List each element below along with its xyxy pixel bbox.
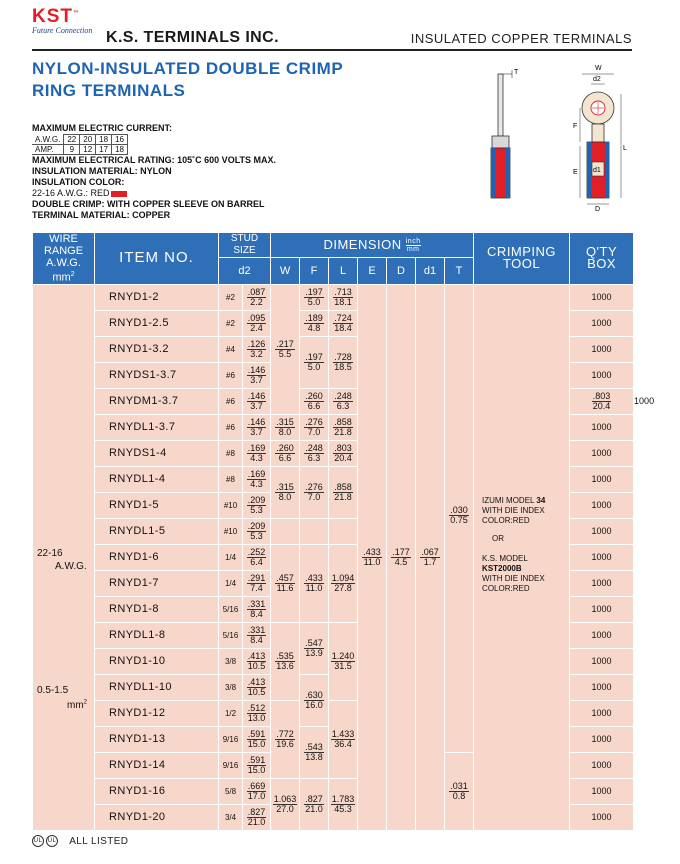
tool-line: WITH DIE INDEX — [482, 574, 545, 584]
w-value: $\frac{.315}{8.0}$ — [276, 416, 294, 437]
f-value-cell — [300, 414, 329, 440]
d2-label: d2 — [593, 76, 601, 83]
qty-value: 1000 — [570, 804, 634, 830]
listing-text: ALL LISTED — [69, 835, 129, 847]
d2-cell — [243, 388, 271, 414]
w-value: $\frac{.260}{6.6}$ — [305, 390, 323, 411]
item-no: RNYDS1-3.7 — [95, 362, 219, 388]
w-value: $\frac{.772}{19.6}$ — [276, 728, 294, 749]
l-value-cell — [329, 778, 358, 830]
w-value-cell — [271, 284, 300, 414]
d2-value: $\frac{.413}{10.5}$ — [247, 676, 266, 697]
title-line-2: RING TERMINALS — [32, 81, 186, 100]
qty-value: 1000 — [570, 674, 634, 700]
d2-value: $\frac{.126}{3.2}$ — [247, 338, 266, 359]
header-w: W — [271, 258, 300, 284]
max-current-label: MAXIMUM ELECTRIC CURRENT: — [32, 123, 172, 133]
w-value-cell — [271, 700, 300, 778]
d2-cell — [243, 544, 271, 570]
l-label: L — [623, 145, 627, 152]
rating-line: MAXIMUM ELECTRICAL RATING: 105˚C 600 VOLTS MAX. — [32, 155, 277, 165]
l-value-cell — [329, 544, 358, 622]
header-stud-size: STUD SIZE — [219, 233, 271, 258]
item-no: RNYD1-10 — [95, 648, 219, 674]
footer-listing — [32, 835, 128, 847]
header-l: L — [329, 258, 358, 284]
d2-value: $\frac{.095}{2.4}$ — [247, 312, 266, 333]
t-value: $\frac{.031}{0.8}$ — [450, 780, 468, 801]
amp-value: 17 — [96, 145, 112, 155]
item-no: RNYD1-6 — [95, 544, 219, 570]
e-value: $\frac{.433}{11.0}$ — [363, 546, 381, 567]
d-cell — [387, 284, 416, 830]
f-value: $\frac{.433}{11.0}$ — [305, 572, 323, 593]
amp-value: 18 — [112, 145, 128, 155]
d2-value: $\frac{.169}{4.3}$ — [247, 468, 266, 489]
l-value-cell — [329, 440, 358, 466]
qty-value: 1000 — [570, 414, 634, 440]
title-line-1: NYLON-INSULATED DOUBLE CRIMP — [32, 59, 344, 78]
qty-value: 1000 — [570, 362, 634, 388]
stud-size: #6 — [219, 362, 243, 388]
f-value: $\frac{.248}{6.3}$ — [334, 390, 352, 411]
item-no: RNYD1-16 — [95, 778, 219, 804]
d2-cell — [243, 570, 271, 596]
d2-cell — [243, 726, 271, 752]
item-no: RNYDL1-3.7 — [95, 414, 219, 440]
w-value-cell — [271, 518, 300, 544]
f-value: $\frac{.827}{21.0}$ — [305, 793, 323, 814]
l-value-cell — [329, 414, 358, 440]
wire-range-line: RANGE — [43, 245, 84, 257]
terminal-diagram — [476, 62, 636, 212]
item-no: RNYD1-3.2 — [95, 336, 219, 362]
amp-value: 12 — [80, 145, 96, 155]
terminal-table — [32, 232, 655, 831]
item-no: RNYDL1-5 — [95, 518, 219, 544]
item-no: RNYD1-12 — [95, 700, 219, 726]
w-value-cell — [271, 622, 300, 700]
item-no: RNYDS1-4 — [95, 440, 219, 466]
qty-value: 1000 — [570, 310, 634, 336]
kst-logo — [32, 6, 102, 35]
d2-cell — [243, 414, 271, 440]
stud-size: 1/2 — [219, 700, 243, 726]
d2-cell — [243, 284, 271, 310]
f-value: $\frac{.197}{5.0}$ — [305, 351, 323, 372]
stud-size: #2 — [219, 284, 243, 310]
t-value: $\frac{.030}{0.75}$ — [450, 504, 468, 525]
d2-value: $\frac{.291}{7.4}$ — [247, 572, 266, 593]
d2-value: $\frac{.146}{3.7}$ — [247, 364, 266, 385]
d1-cell — [416, 284, 445, 830]
wire-range-cell — [33, 284, 95, 830]
header-d2: d2 — [219, 258, 271, 284]
d2-cell — [243, 778, 271, 804]
f-value-cell — [300, 778, 329, 830]
page-title — [32, 58, 343, 102]
d2-cell — [243, 440, 271, 466]
d2-cell — [243, 752, 271, 778]
stud-size: 1/4 — [219, 570, 243, 596]
d2-value: $\frac{.413}{10.5}$ — [247, 650, 266, 671]
item-no: RNYD1-13 — [95, 726, 219, 752]
cul-mark-icon: UL — [46, 835, 58, 847]
item-no: RNYD1-5 — [95, 492, 219, 518]
d2-value: $\frac{.669}{17.0}$ — [247, 780, 266, 801]
stud-size: 9/16 — [219, 752, 243, 778]
wire-range-mm — [33, 269, 94, 284]
item-no: RNYD1-8 — [95, 596, 219, 622]
l-value: $\frac{.803}{20.4}$ — [334, 442, 352, 463]
qty-line: BOX — [587, 256, 617, 272]
w-value: $\frac{1.063}{27.0}$ — [273, 793, 297, 814]
d-label: D — [595, 206, 601, 212]
qty-value: 1000 — [570, 544, 634, 570]
stud-size: 3/8 — [219, 648, 243, 674]
d2-value: $\frac{.209}{5.3}$ — [247, 494, 266, 515]
header-wire-range — [33, 233, 95, 285]
stud-size: #8 — [219, 466, 243, 492]
l-value-cell — [329, 466, 358, 518]
w-value-cell — [271, 544, 300, 622]
qty-value: 1000 — [570, 518, 634, 544]
f-label: F — [573, 123, 578, 130]
table-row — [33, 284, 634, 310]
d2-value: $\frac{.331}{8.4}$ — [247, 624, 266, 645]
tool-line: COLOR:RED — [482, 516, 530, 526]
d2-cell — [243, 336, 271, 362]
f-value: $\frac{.547}{13.9}$ — [305, 637, 323, 658]
d2-cell — [243, 310, 271, 336]
header-item-no: ITEM NO. — [95, 233, 219, 285]
item-no: RNYD1-14 — [95, 752, 219, 778]
item-no: RNYDL1-10 — [95, 674, 219, 700]
color-entry-text: 22-16 A.W.G.: RED — [32, 188, 110, 198]
table-row: RNYDM1-3.7 #6 $\frac{.146}{3.7}$ $\frac{.260}{6.6}$ $\frac{.248}{6.3}$ $\frac{.803}{20.4}$ 1000 — [33, 388, 634, 414]
l-value: $\frac{.803}{20.4}$ — [592, 390, 611, 411]
f-value-cell — [300, 310, 329, 336]
front-view-drawing — [573, 65, 627, 212]
header-d: D — [387, 258, 416, 284]
f-value-cell — [300, 440, 329, 466]
d2-cell — [243, 700, 271, 726]
l-value-cell — [329, 622, 358, 700]
l-value-cell — [329, 284, 358, 310]
d-value: $\frac{.177}{4.5}$ — [392, 546, 410, 567]
w-value: $\frac{.315}{8.0}$ — [276, 481, 294, 502]
qty-value: 1000 — [570, 570, 634, 596]
category-title: INSULATED COPPER TERMINALS — [410, 31, 632, 46]
company-name: K.S. TERMINALS INC. — [106, 29, 279, 46]
tool-line: WITH DIE INDEX — [482, 506, 545, 516]
item-no: RNYD1-2.5 — [95, 310, 219, 336]
d2-value: $\frac{.087}{2.2}$ — [247, 286, 266, 307]
unit-inch: inch — [405, 237, 421, 245]
stud-size: #10 — [219, 492, 243, 518]
f-value-cell — [300, 466, 329, 518]
qty-value: 1000 — [570, 284, 634, 310]
qty-value: 1000 — [570, 336, 634, 362]
w-value: $\frac{.260}{6.6}$ — [276, 442, 294, 463]
d2-value: $\frac{.591}{15.0}$ — [247, 728, 266, 749]
d2-cell — [243, 518, 271, 544]
f-value: $\frac{.248}{6.3}$ — [305, 442, 323, 463]
stud-size: #6 — [219, 414, 243, 440]
qty-value: 1000 — [570, 648, 634, 674]
crimping-tool-cell — [474, 284, 570, 830]
tool-line: KST2000B — [482, 564, 522, 574]
f-value: $\frac{.276}{7.0}$ — [305, 481, 323, 502]
terminal-material: TERMINAL MATERIAL: COPPER — [32, 210, 171, 220]
l-value-cell — [329, 518, 358, 544]
l-value: $\frac{.724}{18.4}$ — [334, 312, 352, 333]
item-no: RNYD1-20 — [95, 804, 219, 830]
stud-size: 5/16 — [219, 622, 243, 648]
stud-size: 9/16 — [219, 726, 243, 752]
awg-value: 20 — [80, 135, 96, 145]
w-value-cell — [271, 778, 300, 830]
item-no: RNYDM1-3.7 — [95, 388, 219, 414]
l-value-cell — [570, 388, 634, 414]
qty-value: 1000 — [570, 778, 634, 804]
stud-size: 5/16 — [219, 596, 243, 622]
item-no: RNYD1-7 — [95, 570, 219, 596]
d2-value: $\frac{.331}{8.4}$ — [247, 598, 266, 619]
crimping-line: CRIMPING — [487, 244, 557, 260]
qty-value: 1000 — [570, 596, 634, 622]
item-no: RNYDL1-8 — [95, 622, 219, 648]
qty-value: 1000 — [570, 700, 634, 726]
d2-cell — [243, 674, 271, 700]
f-value: $\frac{.276}{7.0}$ — [305, 416, 323, 437]
insulation-color-label: INSULATION COLOR: — [32, 177, 125, 187]
f-value-cell — [300, 336, 329, 388]
stud-size: #4 — [219, 336, 243, 362]
crimping-line: TOOL — [502, 256, 541, 272]
d2-cell — [243, 466, 271, 492]
header-e: E — [358, 258, 387, 284]
tool-line: COLOR:RED — [482, 584, 530, 594]
d2-value: $\frac{.146}{3.7}$ — [247, 390, 266, 411]
dimension-text: DIMENSION — [323, 236, 402, 252]
item-no: RNYD1-2 — [95, 284, 219, 310]
wire-range-line: A.W.G. — [46, 257, 81, 269]
header-f: F — [300, 258, 329, 284]
d2-cell — [243, 648, 271, 674]
l-value: $\frac{1.240}{31.5}$ — [331, 650, 355, 671]
f-value: $\frac{.197}{5.0}$ — [305, 286, 323, 307]
logo-mark-text: KST — [32, 6, 73, 27]
header-rule — [32, 49, 632, 51]
ul-mark-icon: UL — [32, 835, 44, 847]
stud-size: #6 — [219, 388, 243, 414]
d2-cell — [243, 804, 271, 830]
w-value: $\frac{.535}{13.6}$ — [276, 650, 294, 671]
d2-value: $\frac{.512}{13.0}$ — [247, 702, 266, 723]
f-value-cell — [300, 544, 329, 622]
f-value-cell — [300, 674, 329, 726]
l-value: $\frac{1.094}{27.8}$ — [331, 572, 355, 593]
t-cell — [445, 752, 474, 830]
header-qty — [570, 233, 634, 285]
qty-line: Q'TY — [585, 244, 618, 260]
awg-value: 18 — [96, 135, 112, 145]
d2-value: $\frac{.209}{5.3}$ — [247, 520, 266, 541]
f-value-cell — [300, 284, 329, 310]
stud-size: 3/4 — [219, 804, 243, 830]
stud-size: #8 — [219, 440, 243, 466]
w-value-cell — [271, 440, 300, 466]
crimp-line: DOUBLE CRIMP: WITH COPPER SLEEVE ON BARREL — [32, 199, 265, 209]
amp-table — [32, 134, 128, 155]
stud-size: #10 — [219, 518, 243, 544]
l-value-cell — [329, 336, 358, 388]
w-value: $\frac{.457}{11.6}$ — [276, 572, 294, 593]
dimension-unit — [406, 238, 421, 253]
d2-cell — [243, 492, 271, 518]
stud-size: 5/8 — [219, 778, 243, 804]
qty-value: 1000 — [570, 752, 634, 778]
red-swatch — [111, 191, 127, 197]
tool-line: IZUMI MODEL 34 — [482, 496, 546, 506]
d2-cell — [243, 622, 271, 648]
amp-label: AMP. — [32, 145, 64, 155]
header-d1: d1 — [416, 258, 445, 284]
qty-value: 1000 — [570, 622, 634, 648]
d1-value: $\frac{.067}{1.7}$ — [421, 546, 439, 567]
f-value-cell — [300, 622, 329, 674]
d2-value: $\frac{.252}{6.4}$ — [247, 546, 266, 567]
l-value: $\frac{.858}{21.8}$ — [334, 416, 352, 437]
stud-size: #2 — [219, 310, 243, 336]
w-value-cell — [300, 388, 329, 414]
stud-size: 1/4 — [219, 544, 243, 570]
qty-value: 1000 — [570, 440, 634, 466]
w-value-cell — [271, 414, 300, 440]
header-dimension — [271, 233, 474, 258]
f-value: $\frac{.630}{16.0}$ — [305, 689, 323, 710]
l-value-cell — [329, 310, 358, 336]
insulation-material: INSULATION MATERIAL: NYLON — [32, 166, 172, 176]
l-value-cell — [329, 700, 358, 778]
qty-value: 1000 — [570, 726, 634, 752]
awg-label: A.W.G. — [32, 135, 64, 145]
table-body — [33, 284, 655, 830]
d2-value: $\frac{.827}{21.0}$ — [247, 806, 266, 827]
e-cell — [358, 284, 387, 830]
l-value: $\frac{.858}{21.8}$ — [334, 481, 352, 502]
side-view-drawing — [491, 69, 519, 198]
range-mm: 0.5-1.5 $mm^2$ — [37, 685, 88, 712]
f-value: $\frac{.543}{13.8}$ — [305, 741, 323, 762]
d2-cell — [243, 362, 271, 388]
tool-or: OR — [492, 534, 505, 544]
t-cell — [445, 284, 474, 752]
amp-value: 9 — [64, 145, 80, 155]
l-value: $\frac{1.433}{36.4}$ — [331, 728, 355, 749]
unit-mm: mm — [406, 245, 420, 253]
f-value-cell — [329, 388, 358, 414]
header-crimping-tool — [474, 233, 570, 285]
w-value: $\frac{.217}{5.5}$ — [276, 338, 294, 359]
qty-value: 1000 — [570, 492, 634, 518]
w-label: W — [595, 65, 602, 72]
e-label: E — [573, 169, 578, 176]
d2-value: $\frac{.591}{15.0}$ — [247, 754, 266, 775]
spec-block — [32, 123, 276, 221]
t-label: T — [514, 69, 519, 76]
w-value-cell — [271, 466, 300, 518]
mm-text: mm — [52, 271, 71, 284]
awg-value: 22 — [64, 135, 80, 145]
f-value-cell — [300, 518, 329, 544]
l-value: $\frac{1.783}{45.3}$ — [331, 793, 355, 814]
d2-value: $\frac{.169}{4.3}$ — [247, 442, 266, 463]
l-value: $\frac{.713}{18.1}$ — [334, 286, 352, 307]
wire-range-line: WIRE — [49, 233, 78, 245]
header-t: T — [445, 258, 474, 284]
logo-tagline: Future Connection — [32, 26, 93, 35]
trademark-symbol: ™ — [73, 10, 80, 17]
mm-exponent: 2 — [70, 271, 75, 278]
f-value: $\frac{.189}{4.8}$ — [305, 312, 323, 333]
range-awg: 22-16 A.W.G. — [37, 548, 87, 573]
l-value: $\frac{.728}{18.5}$ — [334, 351, 352, 372]
d2-cell — [243, 596, 271, 622]
item-no: RNYDL1-4 — [95, 466, 219, 492]
qty-value: 1000 — [570, 466, 634, 492]
tool-line: K.S. MODEL — [482, 554, 528, 564]
stud-size: 3/8 — [219, 674, 243, 700]
f-value-cell — [300, 726, 329, 778]
awg-value: 16 — [112, 135, 128, 145]
d2-value: $\frac{.146}{3.7}$ — [247, 416, 266, 437]
color-entry — [32, 188, 276, 199]
d1-label: d1 — [593, 167, 601, 174]
